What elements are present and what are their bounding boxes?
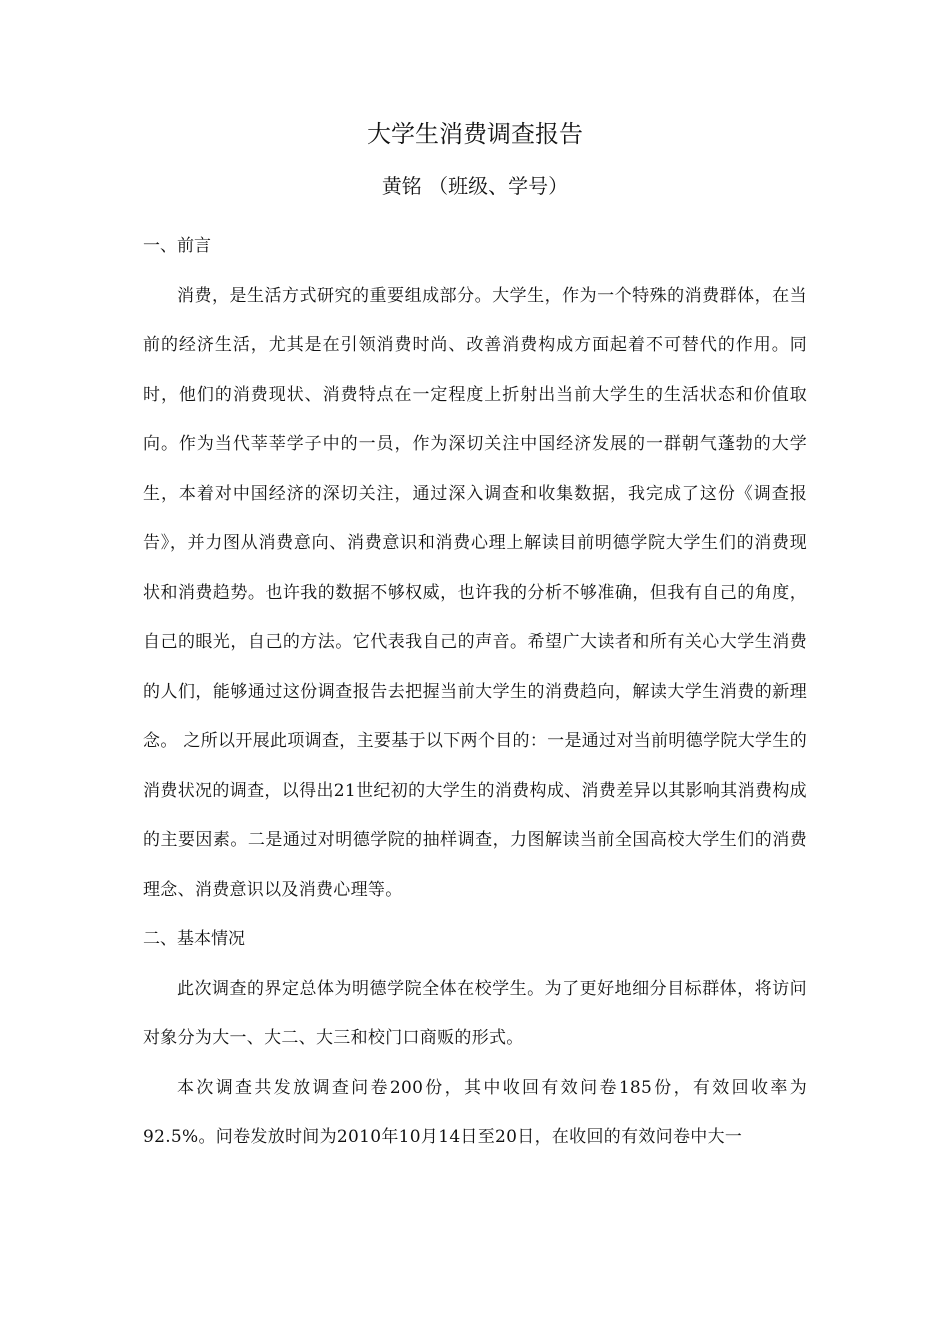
- author-line: 黄铭 （班级、学号）: [381, 174, 569, 198]
- section-heading-preface: 一、前言: [143, 236, 211, 256]
- document-title: 大学生消费调查报告: [367, 120, 583, 148]
- body-paragraph: 此次调查的界定总体为明德学院全体在校学生。为了更好地细分目标群体，将访问对象分为大一、大二、大三和校门口商贩的形式。: [143, 978, 807, 1048]
- section-heading-basic-info: 二、基本情况: [143, 929, 245, 949]
- body-paragraph: 消费，是生活方式研究的重要组成部分。大学生，作为一个特殊的消费群体，在当前的经济生活，尤其是在引领消费时尚、改善消费构成方面起着不可替代的作用。同时，他们的消费现状、消费特点在一定程度上折射出当前大学生的生活状态和价值取向。作为当代莘莘学子中的一员，作为深切关注中国经济发展的一群朝气蓬勃的大学生，本着对中国经济的深切关注，通过深入调查和收集数据，我完成了这份《调查报告》，并力图从消费意向、消费意识和消费心理上解读目前明德学院大学生们的消费现状和消费趋势。也许我的数据不够权威，也许我的分析不够准确，但我有自己的角度，自己的眼光，自己的方法。它代表我自己的声音。希望广大读者和所有关心大学生消费的人们，能够通过这份调查报告去把握当前大学生的消费趋向，解读大学生消费的新理念。 之所以开展此项调查，主要基于以下两个目的：一是通过对当前明德学院大学生的消费状况的调查，以得出21世纪初的大学生的消费构成、消费差异以其影响其消费构成的主要因素。二是通过对明德学院的抽样调查，力图解读当前全国高校大学生们的消费理念、消费意识以及消费心理等。: [143, 285, 807, 900]
- document-body: [143, 222, 807, 1163]
- body-paragraph: 本次调查共发放调查问卷200份，其中收回有效问卷185份，有效回收率为92.5%。问卷发放时间为2010年10月14日至20日，在收回的有效问卷中大一: [143, 1077, 807, 1147]
